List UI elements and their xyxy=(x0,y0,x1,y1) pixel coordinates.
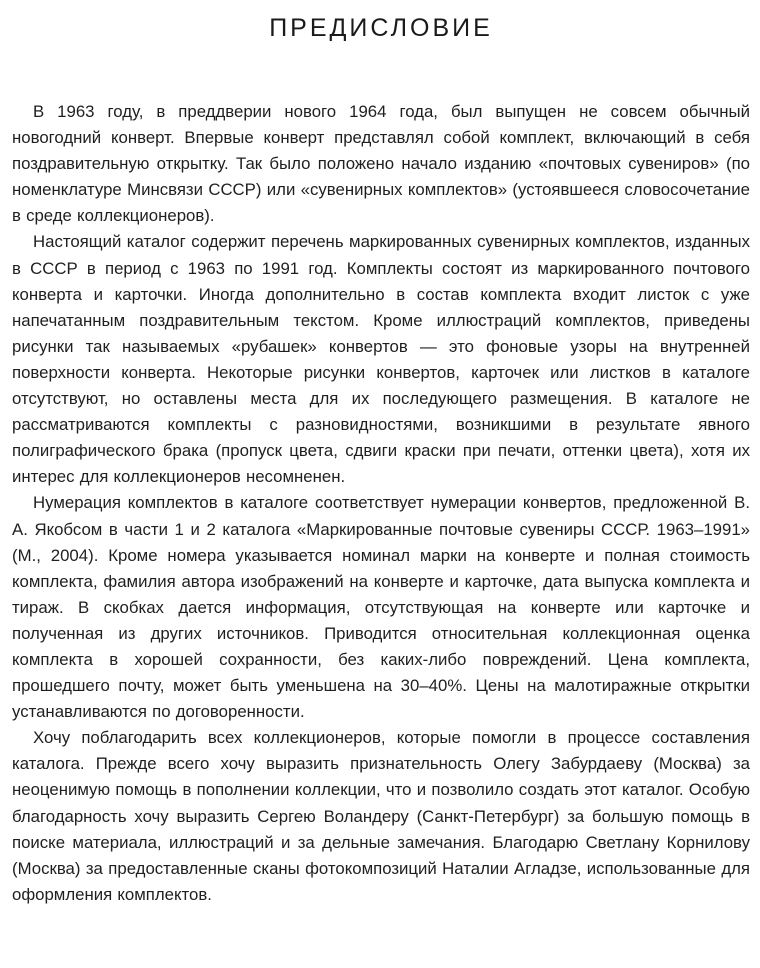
preface-body xyxy=(12,99,750,908)
paragraph-acknowledgements: Хочу поблагодарить всех коллекционеров, которые помогли в процессе составления каталога. Прежде всего хочу выразить признательность Олегу Забурдаеву (Москва) за неоценимую помощь в пополнении коллекции, что и позволило создать этот каталог. Особую благодарность хочу выразить Сергею Воландеру (Санкт-Петербург) за большую помощь в поиске материала, иллюстраций и за дельные замечания. Благодарю Светлану Корнилову (Москва) за предоставленные сканы фотокомпозиций Наталии Агладзе, использованные для оформления комплектов. xyxy=(12,728,750,904)
paragraph-history: В 1963 году, в преддверии нового 1964 года, был выпущен не совсем обычный новогодний конверт. Впервые конверт представлял собой комплект, включающий в себя поздравительную открытку. Так было положено начало изданию «почтовых сувениров» (по номенклатуре Минсвязи СССР) или «сувенирных комплектов» (устоявшееся словосочетание в среде коллекционеров). xyxy=(12,102,750,226)
paragraph-numbering: Нумерация комплектов в каталоге соответствует нумерации конвертов, предложенной В. А. Якобсом в части 1 и 2 каталога «Маркированные почтовые сувениры СССР. 1963–1991» (М., 2004). Кроме номера указывается номинал марки на конверте и полная стоимость комплекта, фамилия автора изображений на конверте и карточке, дата выпуска комплекта и тираж. В скобках дается информация, отсутствующая на конверте или карточке и полученная из других источников. Приводится относительная коллекционная оценка комплекта в хорошей сохранности, без каких-либо повреждений. Цена комплекта, прошедшего почту, может быть уменьшена на 30–40%. Цены на малотиражные открытки устанавливаются по договоренности. xyxy=(12,493,750,722)
paragraph-catalog-contents: Настоящий каталог содержит перечень маркированных сувенирных комплектов, изданных в СССР в период с 1963 по 1991 год. Комплекты состоят из маркированного почтового конверта и карточки. Иногда дополнительно в состав комплекта входит листок с уже напечатанным поздравительным текстом. Кроме иллюстраций комплектов, приведены рисунки так называемых «рубашек» конвертов — это фоновые узоры на внутренней поверхности конверта. Некоторые рисунки конвертов, карточек или листков в каталоге отсутствуют, но оставлены места для их последующего размещения. В каталоге не рассматриваются комплекты с разновидностями, возникшими в результате явного полиграфического брака (пропуск цвета, сдвиги краски при печати, оттенки цвета), хотя их интерес для коллекционеров несомненен. xyxy=(12,232,750,487)
page-title: ПРЕДИСЛОВИЕ xyxy=(269,14,493,42)
